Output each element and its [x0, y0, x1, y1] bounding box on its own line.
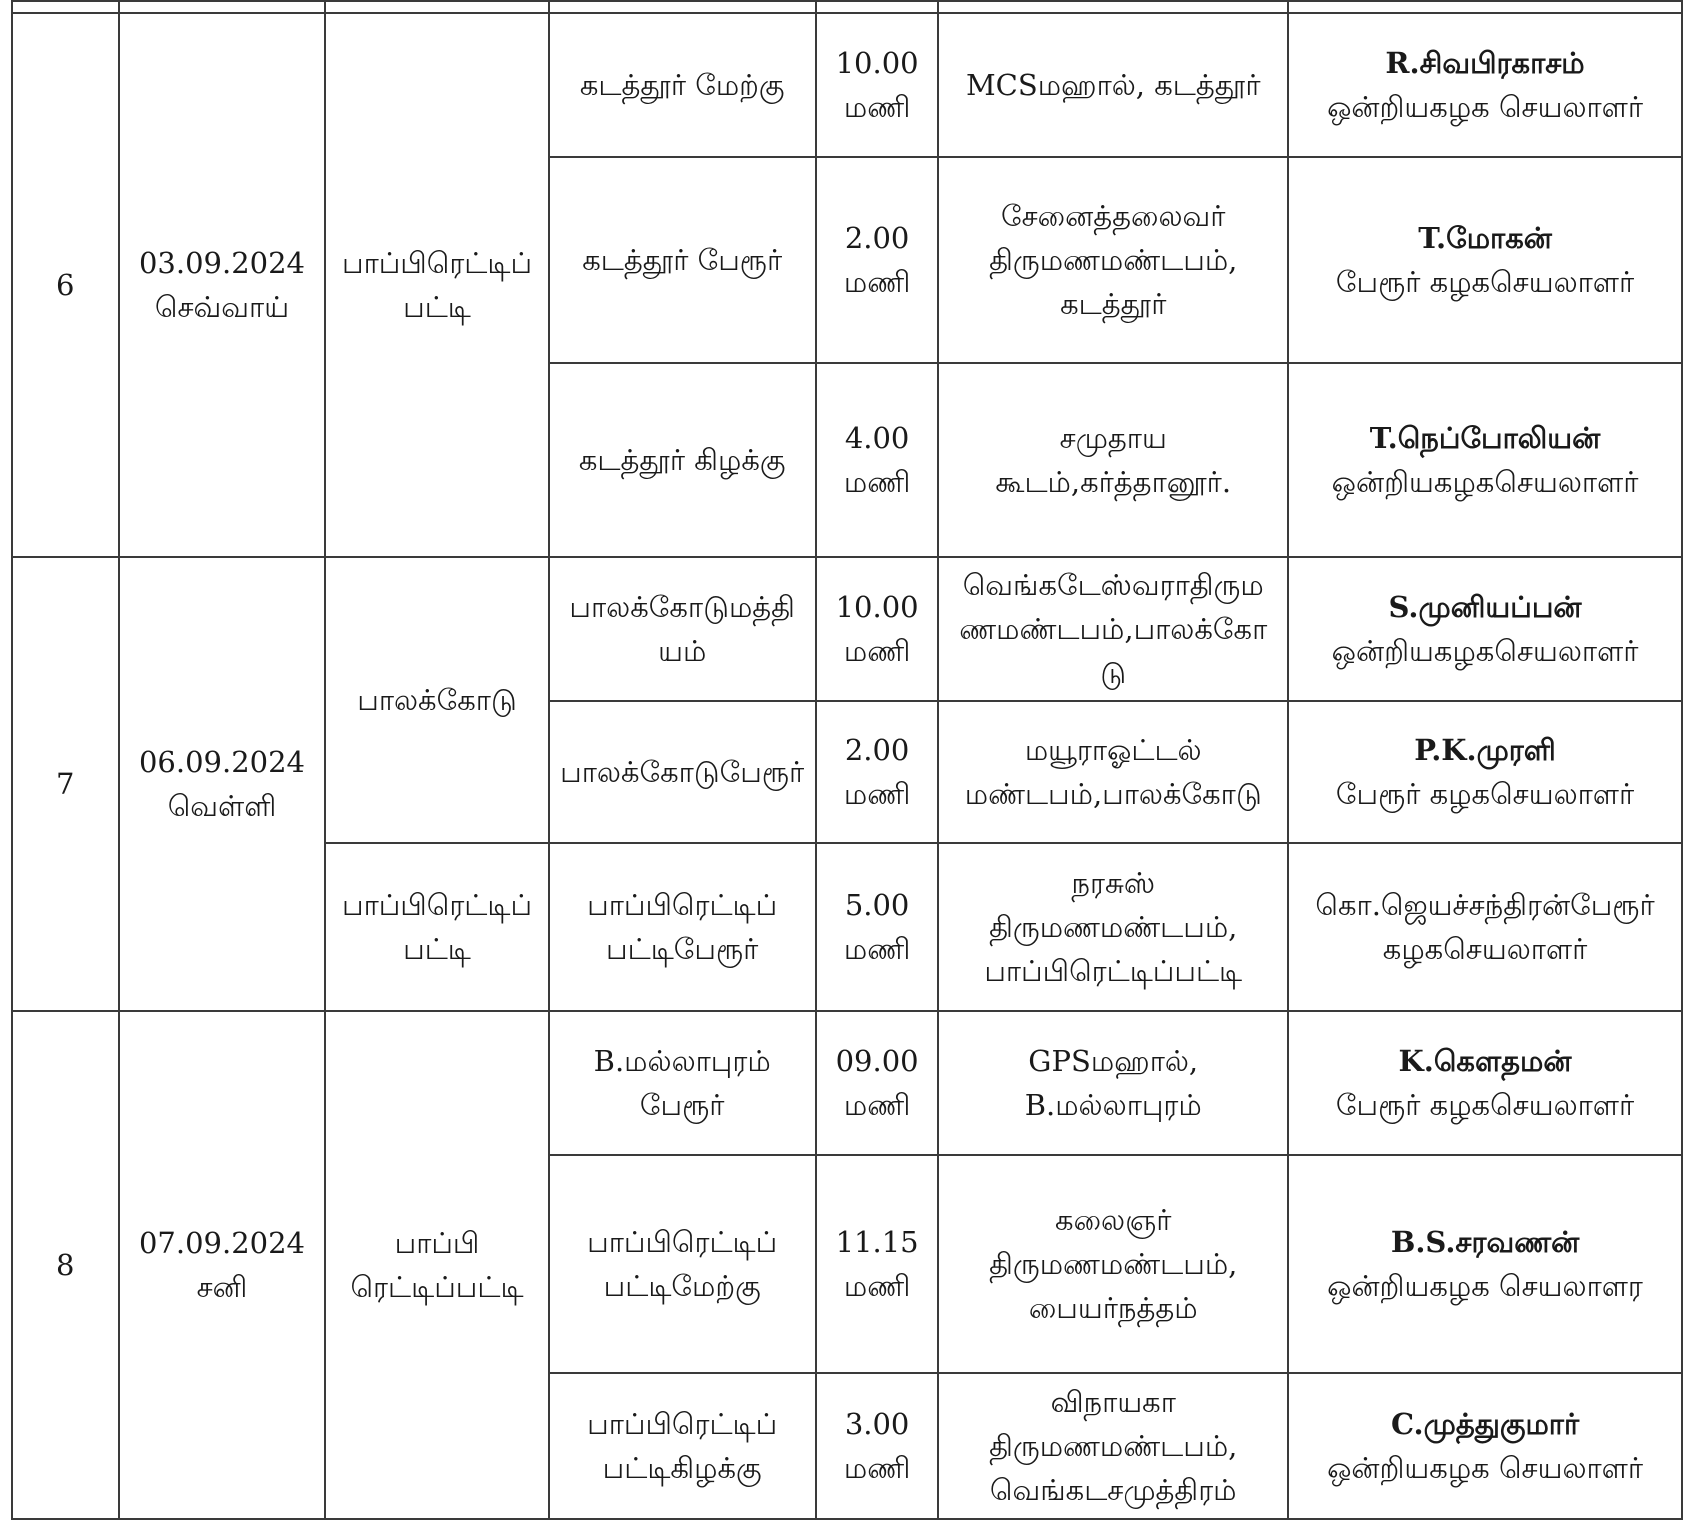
person-role: பேரூர் கழகசெயலாளர் [1335, 265, 1635, 299]
person-name: T.நெப்போலியன் [1369, 421, 1601, 455]
date-cell [119, 13, 326, 557]
person-name: S.முனியப்பன் [1388, 590, 1582, 624]
place-cell: கடத்தூர் பேரூர் [549, 157, 816, 363]
person-cell [1288, 157, 1682, 363]
date-text: 03.09.2024 [138, 246, 306, 280]
person-cell [1288, 557, 1682, 701]
area-cell: பாலக்கோடு [325, 557, 548, 843]
date-cell [119, 557, 326, 1011]
time-cell: 11.15 மணி [816, 1155, 939, 1373]
person-role: பேரூர் கழகசெயலாளர் [1335, 777, 1635, 811]
serial-number-cell: 7 [12, 557, 119, 1011]
person-cell [1288, 701, 1682, 843]
area-cell: பாப்பி ரெட்டிப்பட்டி [325, 1011, 548, 1519]
place-cell: கடத்தூர் மேற்கு [549, 13, 816, 157]
person-name: C.முத்துகுமார் [1390, 1407, 1580, 1441]
time-cell: 4.00 மணி [816, 363, 939, 557]
place-cell: பாப்பிரெட்டிப் பட்டிமேற்கு [549, 1155, 816, 1373]
person-role: ஒன்றியகழக செயலாளர் [1327, 1451, 1643, 1485]
person-role: பேரூர் கழகசெயலாளர் [1335, 1088, 1635, 1122]
time-cell: 10.00 மணி [816, 13, 939, 157]
time-cell: 10.00 மணி [816, 557, 939, 701]
date-text: 06.09.2024 [138, 745, 306, 779]
venue-cell: MCSமஹால், கடத்தூர் [938, 13, 1288, 157]
venue-cell: GPSமஹால், B.மல்லாபுரம் [938, 1011, 1288, 1155]
table-row [12, 1011, 1682, 1155]
person-role: ஒன்றியகழக செயலாளர் [1327, 90, 1643, 124]
person-cell [1288, 13, 1682, 157]
time-cell: 5.00 மணி [816, 843, 939, 1011]
venue-cell: கலைஞர் திருமணமண்டபம், பையர்நத்தம் [938, 1155, 1288, 1373]
place-cell: B.மல்லாபுரம் பேரூர் [549, 1011, 816, 1155]
venue-cell: சமுதாய கூடம்,கர்த்தானூர். [938, 363, 1288, 557]
day-text: சனி [196, 1270, 248, 1304]
table-row [12, 13, 1682, 157]
person-role: ஒன்றியகழகசெயலாளர் [1331, 634, 1639, 668]
place-cell: பாப்பிரெட்டிப் பட்டிகிழக்கு [549, 1373, 816, 1519]
person-cell [1288, 1373, 1682, 1519]
person-name: K.கௌதமன் [1398, 1044, 1572, 1078]
serial-number-cell: 8 [12, 1011, 119, 1519]
person-cell [1288, 1011, 1682, 1155]
day-text: வெள்ளி [167, 789, 277, 823]
person-role: ஒன்றியகழக செயலாளர [1327, 1269, 1643, 1303]
time-cell: 2.00 மணி [816, 701, 939, 843]
person-cell [1288, 363, 1682, 557]
person-role: கொ.ஜெயச்சந்திரன்பேரூர் கழகசெயலாளர் [1315, 888, 1655, 966]
place-cell: பாப்பிரெட்டிப் பட்டிபேரூர் [549, 843, 816, 1011]
serial-number-cell: 6 [12, 13, 119, 557]
person-name: P.K.முரளி [1414, 733, 1556, 767]
person-cell [1288, 1155, 1682, 1373]
venue-cell: மயூராஓட்டல் மண்டபம்,பாலக்கோடு [938, 701, 1288, 843]
table-top-edge [12, 1, 1682, 13]
person-role: ஒன்றியகழகசெயலாளர் [1331, 465, 1639, 499]
place-cell: பாலக்கோடுபேரூர் [549, 701, 816, 843]
person-cell [1288, 843, 1682, 1011]
person-name: B.S.சரவணன் [1390, 1225, 1580, 1259]
venue-cell: நரசுஸ் திருமணமண்டபம், பாப்பிரெட்டிப்பட்டி [938, 843, 1288, 1011]
date-cell [119, 1011, 326, 1519]
venue-cell: விநாயகா திருமணமண்டபம், வெங்கடசமுத்திரம் [938, 1373, 1288, 1519]
time-cell: 09.00 மணி [816, 1011, 939, 1155]
venue-cell: சேனைத்தலைவர் திருமணமண்டபம், கடத்தூர் [938, 157, 1288, 363]
place-cell: பாலக்கோடுமத்தியம் [549, 557, 816, 701]
day-text: செவ்வாய் [154, 290, 290, 324]
table-row [12, 557, 1682, 701]
schedule-table [11, 0, 1683, 1520]
area-cell: பாப்பிரெட்டிப்பட்டி [325, 13, 548, 557]
person-name: R.சிவபிரகாசம் [1385, 46, 1585, 80]
person-name: T.மோகன் [1418, 221, 1552, 255]
date-text: 07.09.2024 [138, 1226, 306, 1260]
venue-cell: வெங்கடேஸ்வராதிருமணமண்டபம்,பாலக்கோடு [938, 557, 1288, 701]
time-cell: 3.00 மணி [816, 1373, 939, 1519]
area-cell: பாப்பிரெட்டிப்பட்டி [325, 843, 548, 1011]
place-cell: கடத்தூர் கிழக்கு [549, 363, 816, 557]
time-cell: 2.00 மணி [816, 157, 939, 363]
